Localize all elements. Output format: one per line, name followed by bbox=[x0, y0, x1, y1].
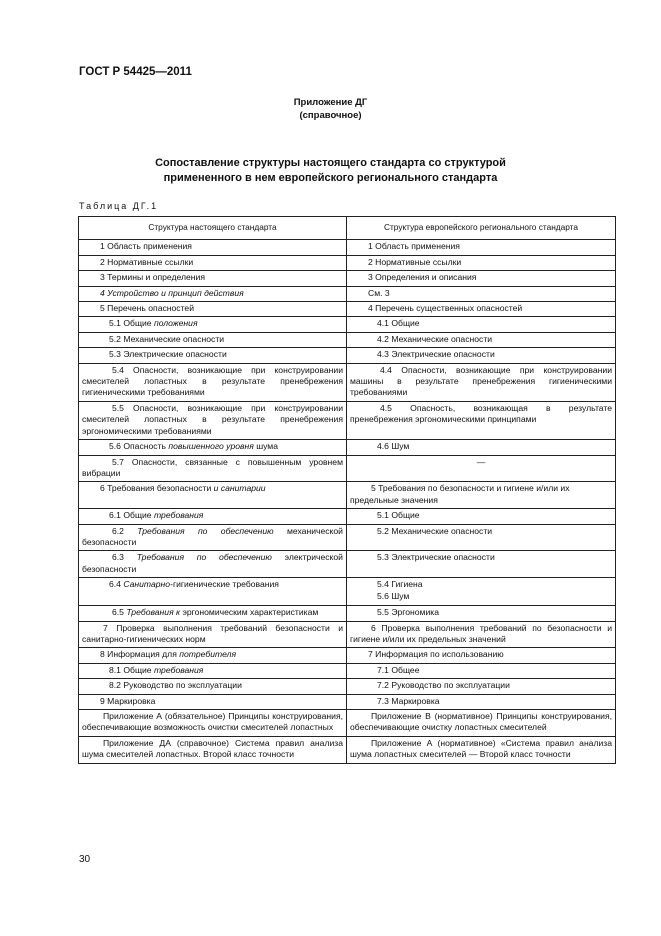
table-cell-left: 1 Область применения bbox=[79, 240, 347, 255]
table-row bbox=[79, 401, 616, 439]
text-part: 6.4 bbox=[109, 579, 124, 590]
table-cell-left: 9 Маркировка bbox=[79, 694, 347, 709]
table-cell-left bbox=[79, 509, 347, 524]
table-cell-left bbox=[79, 286, 347, 301]
cell-line: 5.4 Гигиена bbox=[377, 579, 423, 590]
table-cell-left: 7 Проверка выполнения требований безопасности и санитарно-гигиенических норм bbox=[79, 621, 347, 648]
table-cell-right: 7.1 Общее bbox=[347, 663, 616, 678]
table-cell-left: 3 Термины и определения bbox=[79, 271, 347, 286]
text-part: электрической безопасности bbox=[82, 552, 343, 574]
table-row bbox=[79, 736, 616, 763]
table-cell-left: 5 Перечень опасностей bbox=[79, 302, 347, 317]
italic-text: 4 Устройство и принцип действия bbox=[100, 287, 244, 298]
table-cell-right: 4.1 Общие bbox=[347, 317, 616, 332]
section-title bbox=[0, 156, 661, 186]
table-cell-left: Приложение ДА (справочное) Система правил анализа шума смесителей лопастных. Второй класс точности bbox=[79, 736, 347, 763]
table-cell-right: 4.5 Опасность, возникающая в результате пренебрежения эргономическими принципами bbox=[347, 401, 616, 439]
table-header-row bbox=[79, 217, 616, 240]
text-part: 6.3 bbox=[112, 552, 137, 563]
table-row bbox=[79, 240, 616, 255]
table-cell-left bbox=[79, 551, 347, 578]
table-cell-right: 4.6 Шум bbox=[347, 440, 616, 455]
table-cell-left bbox=[79, 524, 347, 551]
table-row bbox=[79, 302, 616, 317]
text-part: эргономическим характеристикам bbox=[180, 607, 319, 618]
table-cell-right: 7.3 Маркировка bbox=[347, 694, 616, 709]
table-cell-right: Приложение А (нормативное) «Система правил анализа шума лопастных смесителей — Второй класс точности bbox=[347, 736, 616, 763]
text-part: 6 Требования безопасности bbox=[100, 483, 214, 494]
table-cell-right: Приложение В (нормативное) Принципы конструирования, обеспечивающие очистку лопастных смесителей bbox=[347, 710, 616, 737]
table-row bbox=[79, 255, 616, 270]
table-row bbox=[79, 455, 616, 482]
text-part: 6.2 bbox=[112, 525, 138, 536]
table-cell-left bbox=[79, 648, 347, 663]
table-row bbox=[79, 578, 616, 606]
table-label: Таблица ДГ.1 bbox=[79, 201, 159, 211]
table-cell-right: 6 Проверка выполнения требований по безопасности и гигиене и/или их предельных значений bbox=[347, 621, 616, 648]
text-part: механической безопасности bbox=[82, 525, 343, 547]
table-row bbox=[79, 551, 616, 578]
table-cell-right: 2 Нормативные ссылки bbox=[347, 255, 616, 270]
table-cell-right: 4.2 Механические опасности bbox=[347, 332, 616, 347]
italic-text: и санитарии bbox=[213, 483, 266, 494]
table-cell-right: 7 Информация по использованию bbox=[347, 648, 616, 663]
table-row bbox=[79, 694, 616, 709]
table-cell-right: 4.3 Электрические опасности bbox=[347, 348, 616, 363]
italic-text: Санитарно bbox=[123, 579, 171, 590]
italic-text: повышенного уровня bbox=[168, 441, 254, 452]
table-cell-right: 5.5 Эргономика bbox=[347, 606, 616, 621]
italic-text: потребителя bbox=[179, 649, 237, 660]
table-row bbox=[79, 440, 616, 455]
italic-text: Требования по обеспечению bbox=[137, 525, 274, 536]
table-cell-left: 8.2 Руководство по эксплуатации bbox=[79, 679, 347, 694]
cell-line: 5.6 Шум bbox=[377, 590, 410, 601]
table-row bbox=[79, 621, 616, 648]
table-cell-left bbox=[79, 440, 347, 455]
table-row bbox=[79, 317, 616, 332]
table-cell-right: 5 Требования по безопасности и гигиене и/или их предельные значения bbox=[347, 482, 616, 509]
table-row bbox=[79, 663, 616, 678]
table-cell-left: 5.7 Опасности, связанные с повышенным уровнем вибрации bbox=[79, 455, 347, 482]
table-row bbox=[79, 332, 616, 347]
italic-text: требования bbox=[153, 664, 204, 675]
annex-title: Приложение ДГ bbox=[293, 97, 368, 108]
table-row bbox=[79, 271, 616, 286]
table-cell-left: 5.3 Электрические опасности bbox=[79, 348, 347, 363]
text-part: -гигиенические требования bbox=[170, 579, 279, 590]
table-row bbox=[79, 482, 616, 509]
text-part: 6.5 bbox=[112, 607, 127, 618]
table-cell-right: 5.1 Общие bbox=[347, 509, 616, 524]
table-cell-left: Приложение А (обязательное) Принципы конструирования, обеспечивающие возможность очистки смесителей лопастных bbox=[79, 710, 347, 737]
table-cell-left: 5.2 Механические опасности bbox=[79, 332, 347, 347]
table-cell-left bbox=[79, 606, 347, 621]
text-part: 8.1 Общие bbox=[109, 664, 154, 675]
page-number: 30 bbox=[79, 854, 91, 865]
table-cell-right: 4.4 Опасности, возникающие при конструировании машины в результате пренебрежения гигиеническими требованиями bbox=[347, 363, 616, 401]
table-cell-right: 5.2 Механические опасности bbox=[347, 524, 616, 551]
table-cell-right: 3 Определения и описания bbox=[347, 271, 616, 286]
italic-text: Требования по обеспечению bbox=[136, 552, 272, 563]
table-cell-right: См. 3 bbox=[347, 286, 616, 301]
text-part: 5.6 Опасность bbox=[109, 441, 169, 452]
table-cell-right: 4 Перечень существенных опасностей bbox=[347, 302, 616, 317]
table-cell-right: — bbox=[347, 455, 616, 482]
text-part: 8 Информация для bbox=[100, 649, 180, 660]
table-cell-left: 2 Нормативные ссылки bbox=[79, 255, 347, 270]
annex-type: (справочное) bbox=[299, 110, 362, 121]
text-part: 6.1 Общие bbox=[109, 510, 154, 521]
table-cell-left bbox=[79, 663, 347, 678]
document-id: ГОСТ Р 54425—2011 bbox=[79, 66, 192, 78]
table-cell-left: 5.5 Опасности, возникающие при конструировании смесителей лопастных в результате пренебрежения эргономическими требованиями bbox=[79, 401, 347, 439]
col1-header: Структура настоящего стандарта bbox=[79, 217, 347, 240]
table-row bbox=[79, 363, 616, 401]
table-cell-right: 7.2 Руководство по эксплуатации bbox=[347, 679, 616, 694]
table-row bbox=[79, 286, 616, 301]
table-row bbox=[79, 524, 616, 551]
section-title-line-1: Сопоставление структуры настоящего стандарта со структурой bbox=[155, 157, 506, 169]
comparison-table bbox=[78, 216, 616, 764]
italic-text: Требования к bbox=[126, 607, 181, 618]
table-row bbox=[79, 710, 616, 737]
table-row bbox=[79, 509, 616, 524]
italic-text: положения bbox=[153, 318, 198, 329]
text-part: 5.1 Общие bbox=[109, 318, 154, 329]
table-row bbox=[79, 679, 616, 694]
table-cell-left bbox=[79, 482, 347, 509]
table-cell-right: 5.3 Электрические опасности bbox=[347, 551, 616, 578]
table-cell-right: 1 Область применения bbox=[347, 240, 616, 255]
table-row bbox=[79, 648, 616, 663]
table-cell-left bbox=[79, 578, 347, 606]
text-part: шума bbox=[253, 441, 278, 452]
section-title-line-2: примененного в нем европейского регионального стандарта bbox=[163, 172, 498, 184]
table-row bbox=[79, 348, 616, 363]
col2-header: Структура европейского регионального стандарта bbox=[347, 217, 616, 240]
table-cell-right bbox=[347, 578, 616, 606]
table-cell-left bbox=[79, 317, 347, 332]
table-cell-left: 5.4 Опасности, возникающие при конструировании смесителей лопастных в результате пренебрежения гигиеническими требованиями bbox=[79, 363, 347, 401]
italic-text: требования bbox=[153, 510, 204, 521]
table-row bbox=[79, 606, 616, 621]
